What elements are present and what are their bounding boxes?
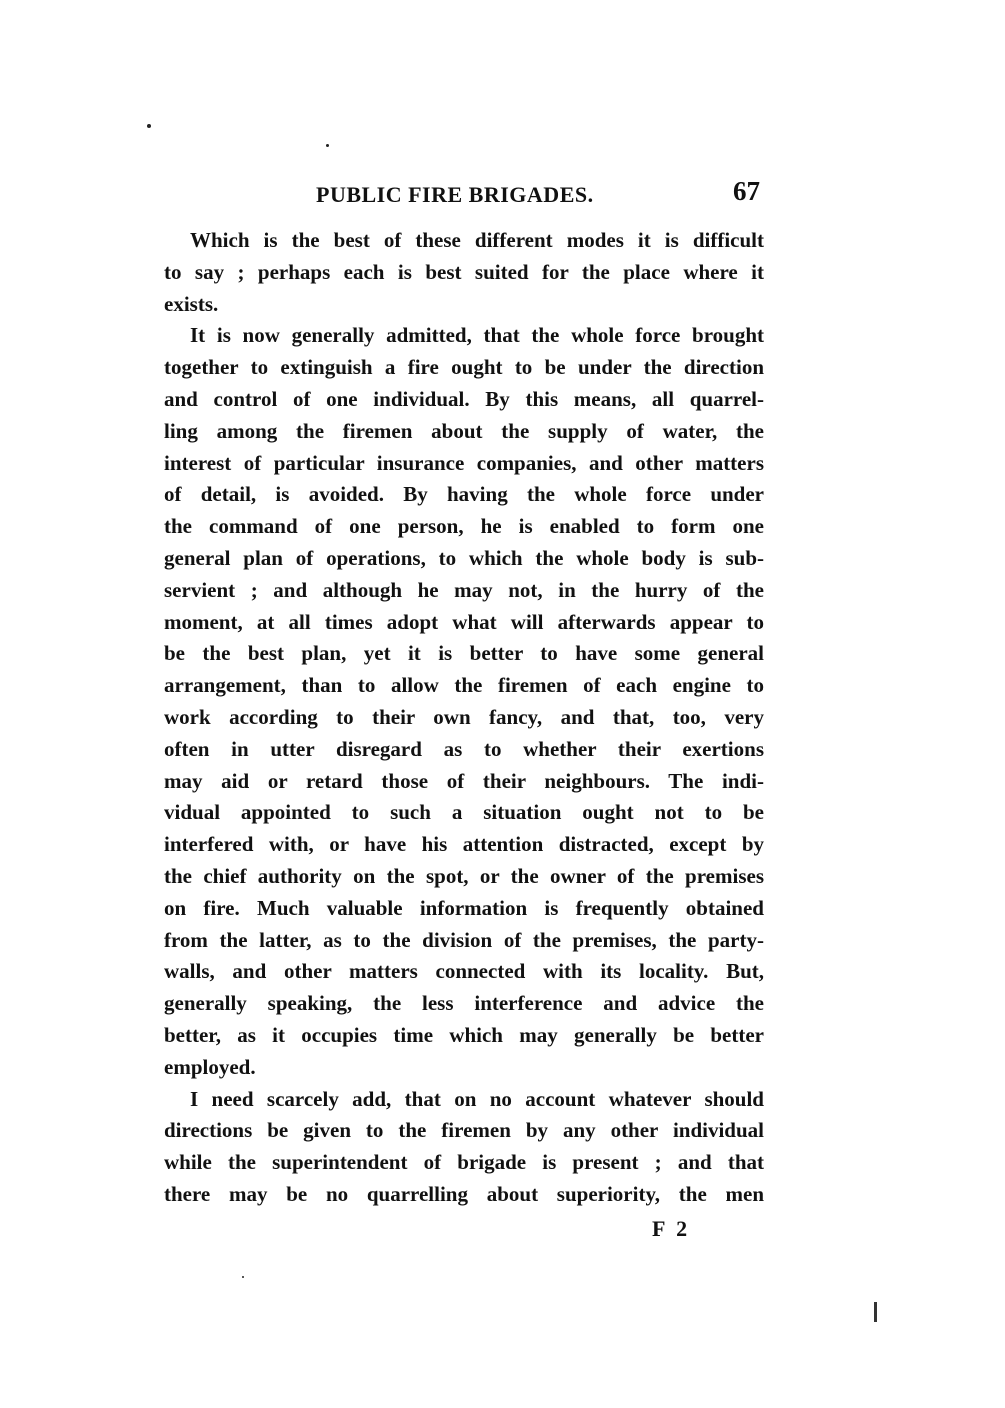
- text-line: often in utter disregard as to whether their exertions: [164, 736, 764, 761]
- text-line: on fire. Much valuable information is frequently obtained: [164, 895, 764, 920]
- text-line: interest of particular insurance companies, and other matters: [164, 450, 764, 475]
- text-line: vidual appointed to such a situation ought not to be: [164, 800, 764, 825]
- text-line: the chief authority on the spot, or the owner of the premises: [164, 863, 764, 888]
- text-line: be the best plan, yet it is better to have some general: [164, 641, 764, 666]
- scan-speck: [326, 144, 329, 147]
- body-text: [164, 225, 764, 1211]
- text-line: of detail, is avoided. By having the whole force under: [164, 482, 764, 507]
- text-line: ling among the firemen about the supply of water, the: [164, 418, 764, 443]
- text-line: employed.: [164, 1054, 256, 1079]
- page-header: [164, 176, 764, 216]
- text-line: moment, at all times adopt what will afterwards appear to: [164, 609, 764, 634]
- text-line: It is now generally admitted, that the whole force brought: [190, 323, 764, 348]
- text-line: from the latter, as to the division of the premises, the party-: [164, 927, 764, 952]
- signature-mark: F 2: [652, 1216, 691, 1241]
- text-line: may aid or retard those of their neighbours. The indi-: [164, 768, 764, 793]
- text-line: generally speaking, the less interference and advice the: [164, 991, 764, 1016]
- text-line: together to extinguish a fire ought to be under the direction: [164, 355, 764, 380]
- scan-edge-mark: [874, 1302, 877, 1322]
- text-line: interfered with, or have his attention distracted, except by: [164, 832, 764, 857]
- text-line: there may be no quarrelling about superiority, the men: [164, 1181, 764, 1206]
- text-line: exists.: [164, 291, 219, 316]
- text-line: servient ; and although he may not, in the hurry of the: [164, 577, 764, 602]
- text-line: work according to their own fancy, and that, too, very: [164, 704, 764, 729]
- text-line: while the superintendent of brigade is present ; and that: [164, 1150, 764, 1175]
- scan-speck: [147, 124, 151, 128]
- page-number: 67: [733, 176, 760, 206]
- text-line: better, as it occupies time which may generally be better: [164, 1022, 764, 1047]
- text-line: directions be given to the firemen by any other individual: [164, 1118, 764, 1143]
- text-line: I need scarcely add, that on no account whatever should: [190, 1086, 764, 1111]
- text-line: Which is the best of these different modes it is difficult: [190, 228, 764, 252]
- text-line: to say ; perhaps each is best suited for the place where it: [164, 259, 764, 284]
- text-line: and control of one individual. By this means, all quarrel-: [164, 386, 764, 411]
- scan-speck: [242, 1276, 244, 1278]
- running-head: PUBLIC FIRE BRIGADES.: [316, 182, 594, 207]
- text-line: general plan of operations, to which the whole body is sub-: [164, 545, 764, 570]
- text-line: the command of one person, he is enabled to form one: [164, 514, 764, 539]
- text-line: walls, and other matters connected with its locality. But,: [164, 959, 764, 984]
- text-line: arrangement, than to allow the firemen of each engine to: [164, 673, 764, 698]
